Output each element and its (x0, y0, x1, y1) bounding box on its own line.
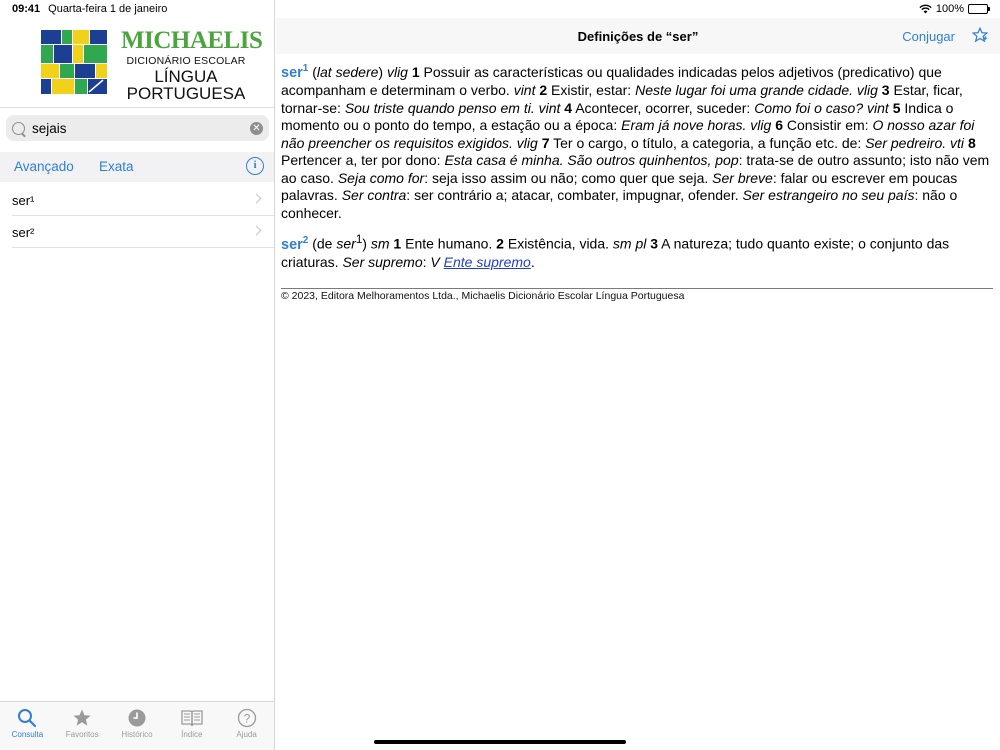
search-filters (0, 152, 274, 182)
tab-historico[interactable] (110, 702, 165, 750)
search-icon (17, 708, 37, 728)
svg-text:?: ? (243, 711, 250, 726)
definition-panel (276, 0, 1000, 750)
clear-search-icon[interactable]: ✕ (250, 122, 263, 135)
home-indicator[interactable] (374, 740, 626, 744)
filter-advanced[interactable]: Avançado (14, 159, 74, 174)
result-word: ser² (12, 224, 35, 240)
tab-label: Histórico (121, 730, 153, 739)
logo-subtitle: DICIONÁRIO ESCOLAR (126, 55, 246, 67)
chevron-right-icon (252, 194, 262, 204)
entry-headword: ser$^2$ (281, 235, 309, 253)
logo-line1: LÍNGUA (154, 67, 218, 86)
info-icon[interactable]: i (246, 157, 264, 175)
star-icon (72, 708, 92, 728)
battery-icon (968, 4, 988, 14)
divider (0, 107, 274, 108)
filter-exact[interactable]: Exata (99, 159, 134, 174)
status-date: Quarta-feira 1 de janeiro (48, 3, 168, 15)
sidebar (0, 0, 275, 750)
tab-label: Favoritos (65, 730, 99, 739)
conjugate-button[interactable]: Conjugar (902, 29, 955, 44)
tab-favoritos[interactable] (55, 702, 110, 750)
tab-bar (0, 701, 274, 750)
wifi-icon (919, 4, 932, 14)
definition-content (281, 60, 993, 281)
clock-icon (127, 708, 147, 728)
logo-text (121, 27, 263, 103)
divider (281, 288, 993, 289)
tab-label: Ajuda (236, 730, 257, 739)
chevron-right-icon (252, 226, 262, 236)
result-word: ser¹ (12, 192, 35, 208)
book-icon (181, 708, 203, 728)
result-item[interactable] (0, 216, 274, 248)
status-time: 09:41 (12, 3, 41, 15)
help-icon (237, 708, 257, 728)
page-title: Definições de “ser” (577, 29, 699, 44)
search-bar[interactable] (6, 115, 269, 141)
tab-label: Índice (181, 730, 203, 739)
entry-ser2: ser$^2$ (de ser$^1$) sm 1 Ente humano. 2 Existência, vida. sm pl 3 A natureza; tudo quanto existe; o conjunto das criaturas. Ser supremo: V Ente supremo. (281, 233, 950, 271)
entry-ser1: ser$^1$ (lat sedere) vlig 1 Possuir as características ou qualidades indicadas pelos adjetivos (predicativo) que acompanham e determinam o verbo. vint 2 Existir, estar: Neste lugar foi uma grande cidade. vlig 3 Estar, ficar, tornar-se: Sou triste quando penso em ti. vint 4 Acontecer, ocorrer, suceder: Como foi o caso? vint 5 Indica o momento ou o ponto do tempo, a estação ou a época: Eram já nove horas. vlig 6 Consistir em: O nosso azar foi não preencher os requisitos exigidos. vlig 7 Ter o cargo, o título, a categoria, a função etc. de: Ser pedreiro. vti 8 Pertencer a, ter por dono: Esta casa é minha. São outros quinhentos, pop: trata-se de outro assunto; isto não vem ao caso. Seja como for: seja isso assim ou não; como quer que seja. Ser breve: falar ou escrever em poucas palavras. Ser contra: ser contrário a; atacar, combater, impugnar, ofender. Ser estrangeiro no seu país: não o conhecer. (281, 63, 990, 221)
search-icon (12, 122, 25, 135)
tab-label: Consulta (11, 730, 44, 739)
copyright-text: © 2023, Editora Melhoramentos Ltda., Michaelis Dicionário Escolar Língua Portuguesa (281, 290, 685, 302)
favorite-star-icon[interactable] (972, 27, 988, 43)
tab-indice[interactable] (164, 702, 219, 750)
result-item[interactable] (0, 184, 274, 216)
logo-mosaic-icon (41, 30, 107, 94)
tab-ajuda[interactable] (219, 702, 274, 750)
results-list (0, 184, 274, 248)
entry-headword: ser$^1$ (281, 63, 309, 81)
status-bar (0, 0, 1000, 18)
logo-brand: MICHAELIS (121, 27, 263, 54)
search-input[interactable] (32, 121, 250, 136)
battery-percent: 100% (935, 3, 964, 15)
tab-consulta[interactable] (0, 702, 55, 750)
logo-line2: PORTUGUESA (126, 84, 246, 103)
logo (41, 27, 263, 103)
ente-supremo-link[interactable]: Ente supremo (443, 254, 531, 271)
navigation-bar (276, 18, 1000, 54)
